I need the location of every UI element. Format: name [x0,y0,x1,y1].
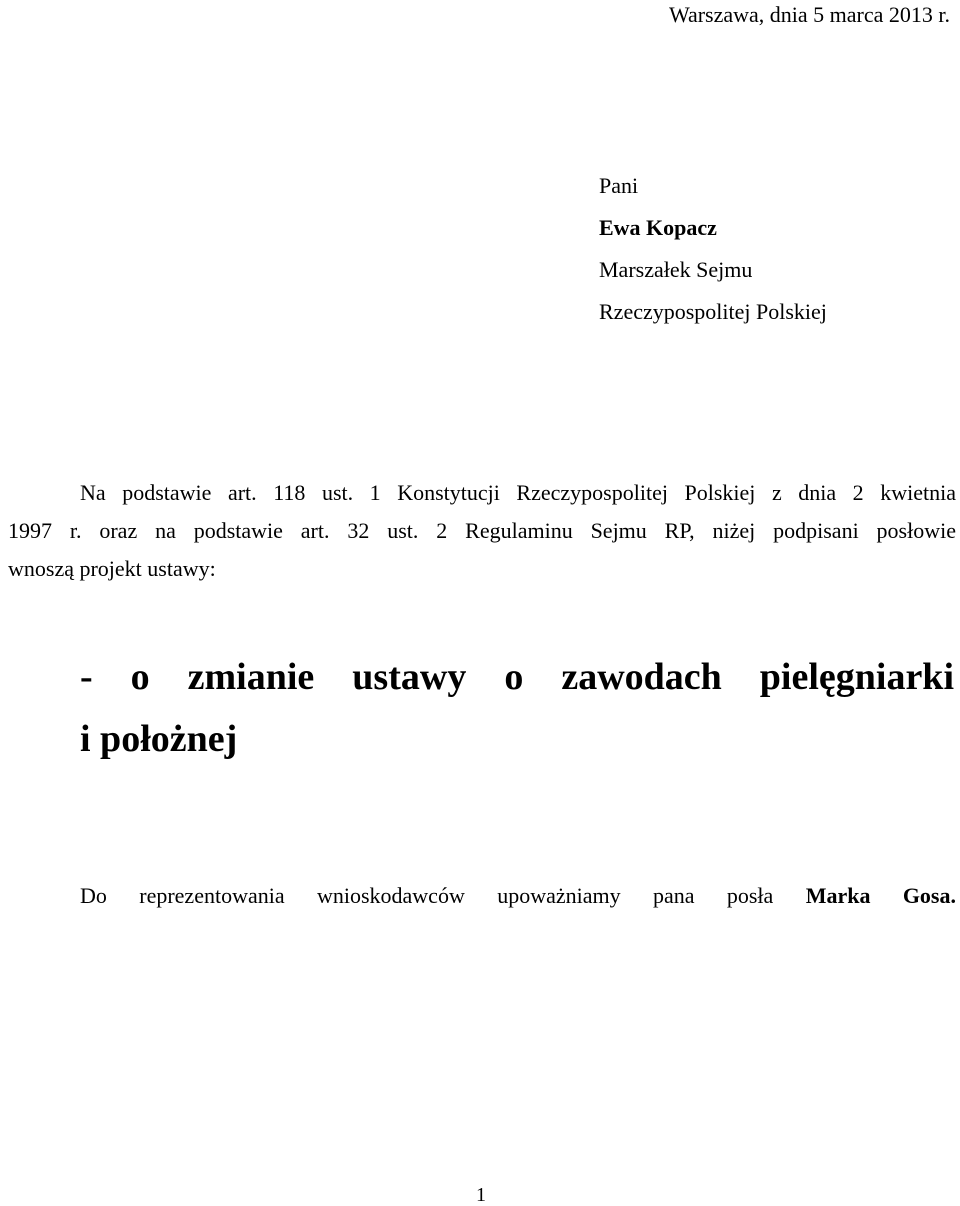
intro-line: Na podstawie art. 118 ust. 1 Konstytucji Rzeczypospolitej Polskiej z dnia 2 kwietnia [80,480,956,505]
representation-statement [80,880,956,912]
addressee-salutation: Pani [599,173,639,198]
intro-paragraph [8,478,956,592]
representation-text: Do reprezentowania wnioskodawców upoważniamy pana posła [80,883,774,908]
intro-line: 1997 r. oraz na podstawie art. 32 ust. 2 Regulaminu Sejmu RP, niżej podpisani posłowie [8,518,956,543]
representative-name: Marka Gosa. [805,883,956,908]
addressee-position: Marszałek Sejmu [599,257,753,282]
addressee-block [599,172,827,340]
bill-title-line: - o zmianie ustawy o zawodach pielęgniarki [80,656,954,698]
page-number: 1 [476,1184,486,1206]
bill-title-line: i położnej [80,718,238,760]
intro-line: wnoszą projekt ustawy: [8,556,216,581]
date-place: Warszawa, dnia 5 marca 2013 r. [668,2,950,27]
addressee-institution: Rzeczypospolitej Polskiej [599,299,827,324]
bill-title [80,652,954,776]
addressee-name: Ewa Kopacz [599,215,717,240]
